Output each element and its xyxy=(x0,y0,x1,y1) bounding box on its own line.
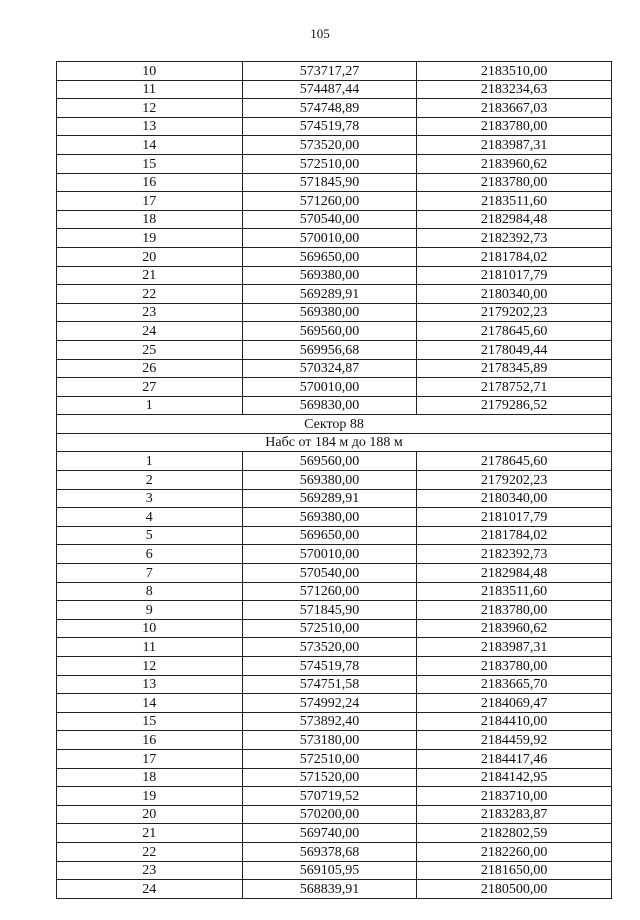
point-number: 23 xyxy=(57,303,243,322)
sector-header xyxy=(57,415,612,452)
table-row xyxy=(57,396,612,415)
point-number: 21 xyxy=(57,824,243,843)
coord-y: 2180500,00 xyxy=(417,880,612,899)
coord-y: 2178345,89 xyxy=(417,359,612,378)
table-row xyxy=(57,192,612,211)
coord-y: 2184417,46 xyxy=(417,749,612,768)
coord-y: 2184459,92 xyxy=(417,731,612,750)
coord-x: 571520,00 xyxy=(242,768,417,787)
table-row xyxy=(57,657,612,676)
table-row xyxy=(57,638,612,657)
point-number: 1 xyxy=(57,452,243,471)
coord-y: 2183780,00 xyxy=(417,173,612,192)
coord-x: 569289,91 xyxy=(242,489,417,508)
coord-x: 574487,44 xyxy=(242,80,417,99)
coord-x: 569378,68 xyxy=(242,842,417,861)
coord-y: 2178645,60 xyxy=(417,322,612,341)
coord-y: 2179202,23 xyxy=(417,471,612,490)
coord-y: 2181784,02 xyxy=(417,526,612,545)
point-number: 1 xyxy=(57,396,243,415)
point-number: 14 xyxy=(57,694,243,713)
coord-y: 2184142,95 xyxy=(417,768,612,787)
point-number: 22 xyxy=(57,285,243,304)
table-row xyxy=(57,601,612,620)
coord-x: 572510,00 xyxy=(242,619,417,638)
table-row xyxy=(57,564,612,583)
table-row xyxy=(57,619,612,638)
table-row xyxy=(57,229,612,248)
point-number: 4 xyxy=(57,508,243,527)
coordinates-table xyxy=(56,61,612,899)
coord-x: 570324,87 xyxy=(242,359,417,378)
point-number: 20 xyxy=(57,247,243,266)
table-row xyxy=(57,285,612,304)
sector-title: Сектор 88 xyxy=(57,415,612,434)
table-row xyxy=(57,452,612,471)
point-number: 24 xyxy=(57,322,243,341)
point-number: 8 xyxy=(57,582,243,601)
coord-x: 570010,00 xyxy=(242,229,417,248)
point-number: 16 xyxy=(57,731,243,750)
table-row xyxy=(57,322,612,341)
table-row xyxy=(57,712,612,731)
coord-y: 2181017,79 xyxy=(417,508,612,527)
coord-x: 573892,40 xyxy=(242,712,417,731)
table-row xyxy=(57,136,612,155)
point-number: 9 xyxy=(57,601,243,620)
point-number: 17 xyxy=(57,749,243,768)
point-number: 16 xyxy=(57,173,243,192)
table-row xyxy=(57,117,612,136)
coord-y: 2183780,00 xyxy=(417,657,612,676)
point-number: 21 xyxy=(57,266,243,285)
coord-y: 2182260,00 xyxy=(417,842,612,861)
table-row xyxy=(57,545,612,564)
point-number: 11 xyxy=(57,80,243,99)
coord-x: 569560,00 xyxy=(242,452,417,471)
coord-y: 2183780,00 xyxy=(417,117,612,136)
coord-x: 574992,24 xyxy=(242,694,417,713)
coord-y: 2182984,48 xyxy=(417,564,612,583)
table-row xyxy=(57,749,612,768)
coord-y: 2181650,00 xyxy=(417,861,612,880)
table-row xyxy=(57,80,612,99)
coord-x: 573520,00 xyxy=(242,638,417,657)
coord-x: 571260,00 xyxy=(242,582,417,601)
point-number: 19 xyxy=(57,229,243,248)
table-row xyxy=(57,768,612,787)
coord-x: 571845,90 xyxy=(242,173,417,192)
table-row xyxy=(57,62,612,81)
table-row xyxy=(57,824,612,843)
point-number: 23 xyxy=(57,861,243,880)
coord-x: 573520,00 xyxy=(242,136,417,155)
coord-y: 2183780,00 xyxy=(417,601,612,620)
point-number: 24 xyxy=(57,880,243,899)
coord-x: 571260,00 xyxy=(242,192,417,211)
point-number: 10 xyxy=(57,619,243,638)
coord-y: 2182984,48 xyxy=(417,210,612,229)
coord-y: 2179202,23 xyxy=(417,303,612,322)
table-row xyxy=(57,489,612,508)
point-number: 25 xyxy=(57,340,243,359)
coord-x: 570010,00 xyxy=(242,378,417,397)
coord-x: 571845,90 xyxy=(242,601,417,620)
sector-title-row xyxy=(57,415,612,434)
table-row xyxy=(57,173,612,192)
coord-x: 574519,78 xyxy=(242,657,417,676)
block2-rows xyxy=(57,452,612,898)
coord-y: 2184410,00 xyxy=(417,712,612,731)
table-row xyxy=(57,340,612,359)
table-row xyxy=(57,842,612,861)
coord-x: 574751,58 xyxy=(242,675,417,694)
point-number: 27 xyxy=(57,378,243,397)
height-range: Набс от 184 м до 188 м xyxy=(57,433,612,452)
table-row xyxy=(57,359,612,378)
coord-x: 569380,00 xyxy=(242,508,417,527)
coord-x: 570719,52 xyxy=(242,787,417,806)
coord-y: 2183667,03 xyxy=(417,99,612,118)
page-number: 105 xyxy=(310,26,330,41)
table-row xyxy=(57,154,612,173)
coord-x: 569956,68 xyxy=(242,340,417,359)
coord-y: 2179286,52 xyxy=(417,396,612,415)
coord-y: 2183710,00 xyxy=(417,787,612,806)
coord-x: 570540,00 xyxy=(242,210,417,229)
table-row xyxy=(57,675,612,694)
coord-y: 2178049,44 xyxy=(417,340,612,359)
point-number: 12 xyxy=(57,99,243,118)
block1-rows xyxy=(57,62,612,415)
table-row xyxy=(57,303,612,322)
coord-x: 569380,00 xyxy=(242,471,417,490)
table-row xyxy=(57,805,612,824)
table-row xyxy=(57,731,612,750)
table-row xyxy=(57,861,612,880)
point-number: 7 xyxy=(57,564,243,583)
coord-y: 2183511,60 xyxy=(417,582,612,601)
table-row xyxy=(57,787,612,806)
coord-x: 573717,27 xyxy=(242,62,417,81)
height-range-row xyxy=(57,433,612,452)
table-row xyxy=(57,582,612,601)
point-number: 18 xyxy=(57,210,243,229)
coord-y: 2183510,00 xyxy=(417,62,612,81)
point-number: 5 xyxy=(57,526,243,545)
point-number: 13 xyxy=(57,675,243,694)
coord-x: 569650,00 xyxy=(242,526,417,545)
coord-x: 569380,00 xyxy=(242,266,417,285)
coord-y: 2182392,73 xyxy=(417,229,612,248)
point-number: 6 xyxy=(57,545,243,564)
point-number: 15 xyxy=(57,712,243,731)
coord-x: 569289,91 xyxy=(242,285,417,304)
point-number: 19 xyxy=(57,787,243,806)
coord-y: 2184069,47 xyxy=(417,694,612,713)
coord-y: 2180340,00 xyxy=(417,489,612,508)
coord-x: 570010,00 xyxy=(242,545,417,564)
coord-y: 2181017,79 xyxy=(417,266,612,285)
coord-x: 569650,00 xyxy=(242,247,417,266)
coord-x: 569380,00 xyxy=(242,303,417,322)
point-number: 10 xyxy=(57,62,243,81)
table-row xyxy=(57,378,612,397)
table-row xyxy=(57,880,612,899)
coord-x: 569560,00 xyxy=(242,322,417,341)
point-number: 18 xyxy=(57,768,243,787)
coord-y: 2183987,31 xyxy=(417,136,612,155)
table-row xyxy=(57,247,612,266)
point-number: 17 xyxy=(57,192,243,211)
coord-x: 574519,78 xyxy=(242,117,417,136)
coord-x: 572510,00 xyxy=(242,749,417,768)
coord-x: 572510,00 xyxy=(242,154,417,173)
point-number: 26 xyxy=(57,359,243,378)
point-number: 11 xyxy=(57,638,243,657)
coord-x: 568839,91 xyxy=(242,880,417,899)
point-number: 3 xyxy=(57,489,243,508)
coord-x: 570540,00 xyxy=(242,564,417,583)
coord-y: 2183960,62 xyxy=(417,619,612,638)
coord-x: 569740,00 xyxy=(242,824,417,843)
point-number: 20 xyxy=(57,805,243,824)
point-number: 22 xyxy=(57,842,243,861)
coord-y: 2182392,73 xyxy=(417,545,612,564)
table-row xyxy=(57,508,612,527)
coord-x: 569105,95 xyxy=(242,861,417,880)
coord-y: 2183665,70 xyxy=(417,675,612,694)
table-row xyxy=(57,694,612,713)
coord-y: 2181784,02 xyxy=(417,247,612,266)
coord-y: 2182802,59 xyxy=(417,824,612,843)
coord-y: 2178752,71 xyxy=(417,378,612,397)
coord-y: 2183511,60 xyxy=(417,192,612,211)
coord-x: 574748,89 xyxy=(242,99,417,118)
point-number: 14 xyxy=(57,136,243,155)
table-row xyxy=(57,266,612,285)
coord-y: 2183987,31 xyxy=(417,638,612,657)
coord-x: 573180,00 xyxy=(242,731,417,750)
table-row xyxy=(57,471,612,490)
point-number: 15 xyxy=(57,154,243,173)
coord-x: 569830,00 xyxy=(242,396,417,415)
coord-y: 2183960,62 xyxy=(417,154,612,173)
table-row xyxy=(57,210,612,229)
table-row xyxy=(57,99,612,118)
coord-y: 2183234,63 xyxy=(417,80,612,99)
table-row xyxy=(57,526,612,545)
coord-x: 570200,00 xyxy=(242,805,417,824)
coord-y: 2183283,87 xyxy=(417,805,612,824)
point-number: 12 xyxy=(57,657,243,676)
coord-y: 2178645,60 xyxy=(417,452,612,471)
point-number: 13 xyxy=(57,117,243,136)
coord-y: 2180340,00 xyxy=(417,285,612,304)
point-number: 2 xyxy=(57,471,243,490)
